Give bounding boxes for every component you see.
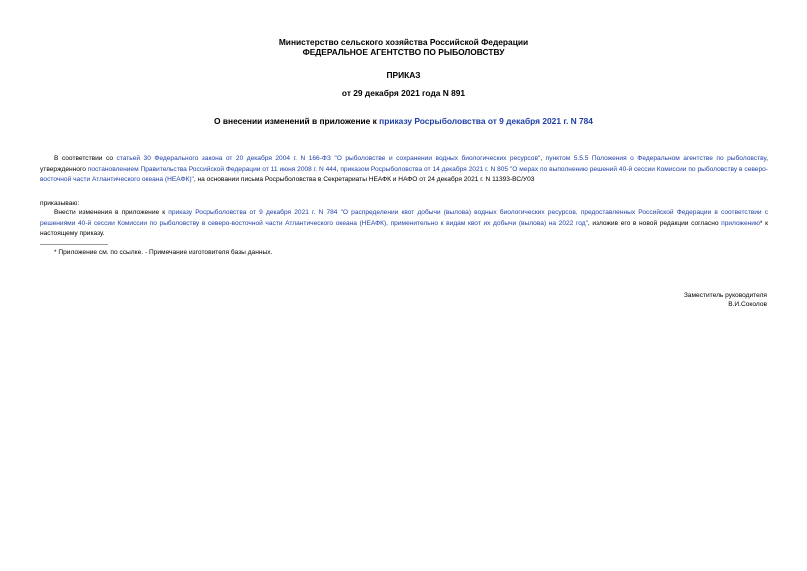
footnote: * Приложение см. по ссылке. - Примечание изготовителя базы данных. xyxy=(54,249,273,256)
title-link[interactable]: приказу Росрыболовства от 9 декабря 2021 г. N 784 xyxy=(379,116,593,126)
signatory-name: В.И.Соколов xyxy=(728,301,767,308)
link-order-805[interactable]: приказом Росрыболовства от 14 декабря 2021 г. N 805 "О мерах по выполнению решений 40-й сессии Комиссии по рыболовству в северо-восточной части Атлантического океана (НЕАФК)" xyxy=(40,165,768,184)
ministry-name: Министерство сельского хозяйства Российской Федерации xyxy=(278,37,529,47)
preamble-text-2: , xyxy=(540,155,546,162)
order-paragraph xyxy=(40,208,768,240)
document-type: ПРИКАЗ xyxy=(386,70,421,80)
document-date-number: от 29 декабря 2021 года N 891 xyxy=(341,88,466,98)
link-government-resolution-444[interactable]: постановлением Правительства Российской Федерации от 11 июня 2008 г. N 444 xyxy=(87,165,337,173)
preamble-text-4: , xyxy=(336,165,341,173)
link-federal-law-article-30[interactable]: статьей 30 Федерального закона от 20 декабря 2004 г. N 166-ФЗ "О рыболовстве и сохранении водных биологических ресурсов" xyxy=(116,155,541,162)
order-word: приказываю: xyxy=(40,200,80,207)
signatory-position: Заместитель руководителя xyxy=(683,292,767,299)
title-text: О внесении изменений в приложение к xyxy=(214,116,380,126)
footnote-divider xyxy=(40,244,108,245)
preamble-text-1: В соответствии со xyxy=(54,155,117,162)
preamble-paragraph xyxy=(40,154,768,186)
preamble-text-3: , утвержденного xyxy=(40,155,768,173)
link-appendix[interactable]: приложению xyxy=(721,219,760,227)
link-order-784[interactable]: приказу Росрыболовства от 9 декабря 2021 г. N 784 "О распределении квот добычи (вылова) водных биологических ресурсов, предоставленных Российской Федерации в соответствии с решениями 40-й сессии Комиссии по рыболовству в северо-восточной части Атлантического океана (НЕАФК), применительно к видам квот их добычи (вылова) на 2022 год" xyxy=(40,209,768,227)
order-text-2: , изложив его в новой редакции согласно xyxy=(587,219,722,227)
document-title xyxy=(0,116,807,126)
agency-name: ФЕДЕРАЛЬНОЕ АГЕНТСТВО ПО РЫБОЛОВСТВУ xyxy=(302,47,505,57)
preamble-text-5: , на основании письма Росрыболовства в Секретариаты НЕАФК и НАФО от 24 декабря 2021 г. N 11393-ВС/У03 xyxy=(193,176,535,184)
order-text-3: * к настоящему приказу. xyxy=(40,219,768,238)
order-text-1: Внести изменения в приложение к xyxy=(54,209,169,216)
link-agency-regulation-5-5-5[interactable]: пунктом 5.5.5 Положения о Федеральном агентстве по рыболовству xyxy=(545,155,767,162)
